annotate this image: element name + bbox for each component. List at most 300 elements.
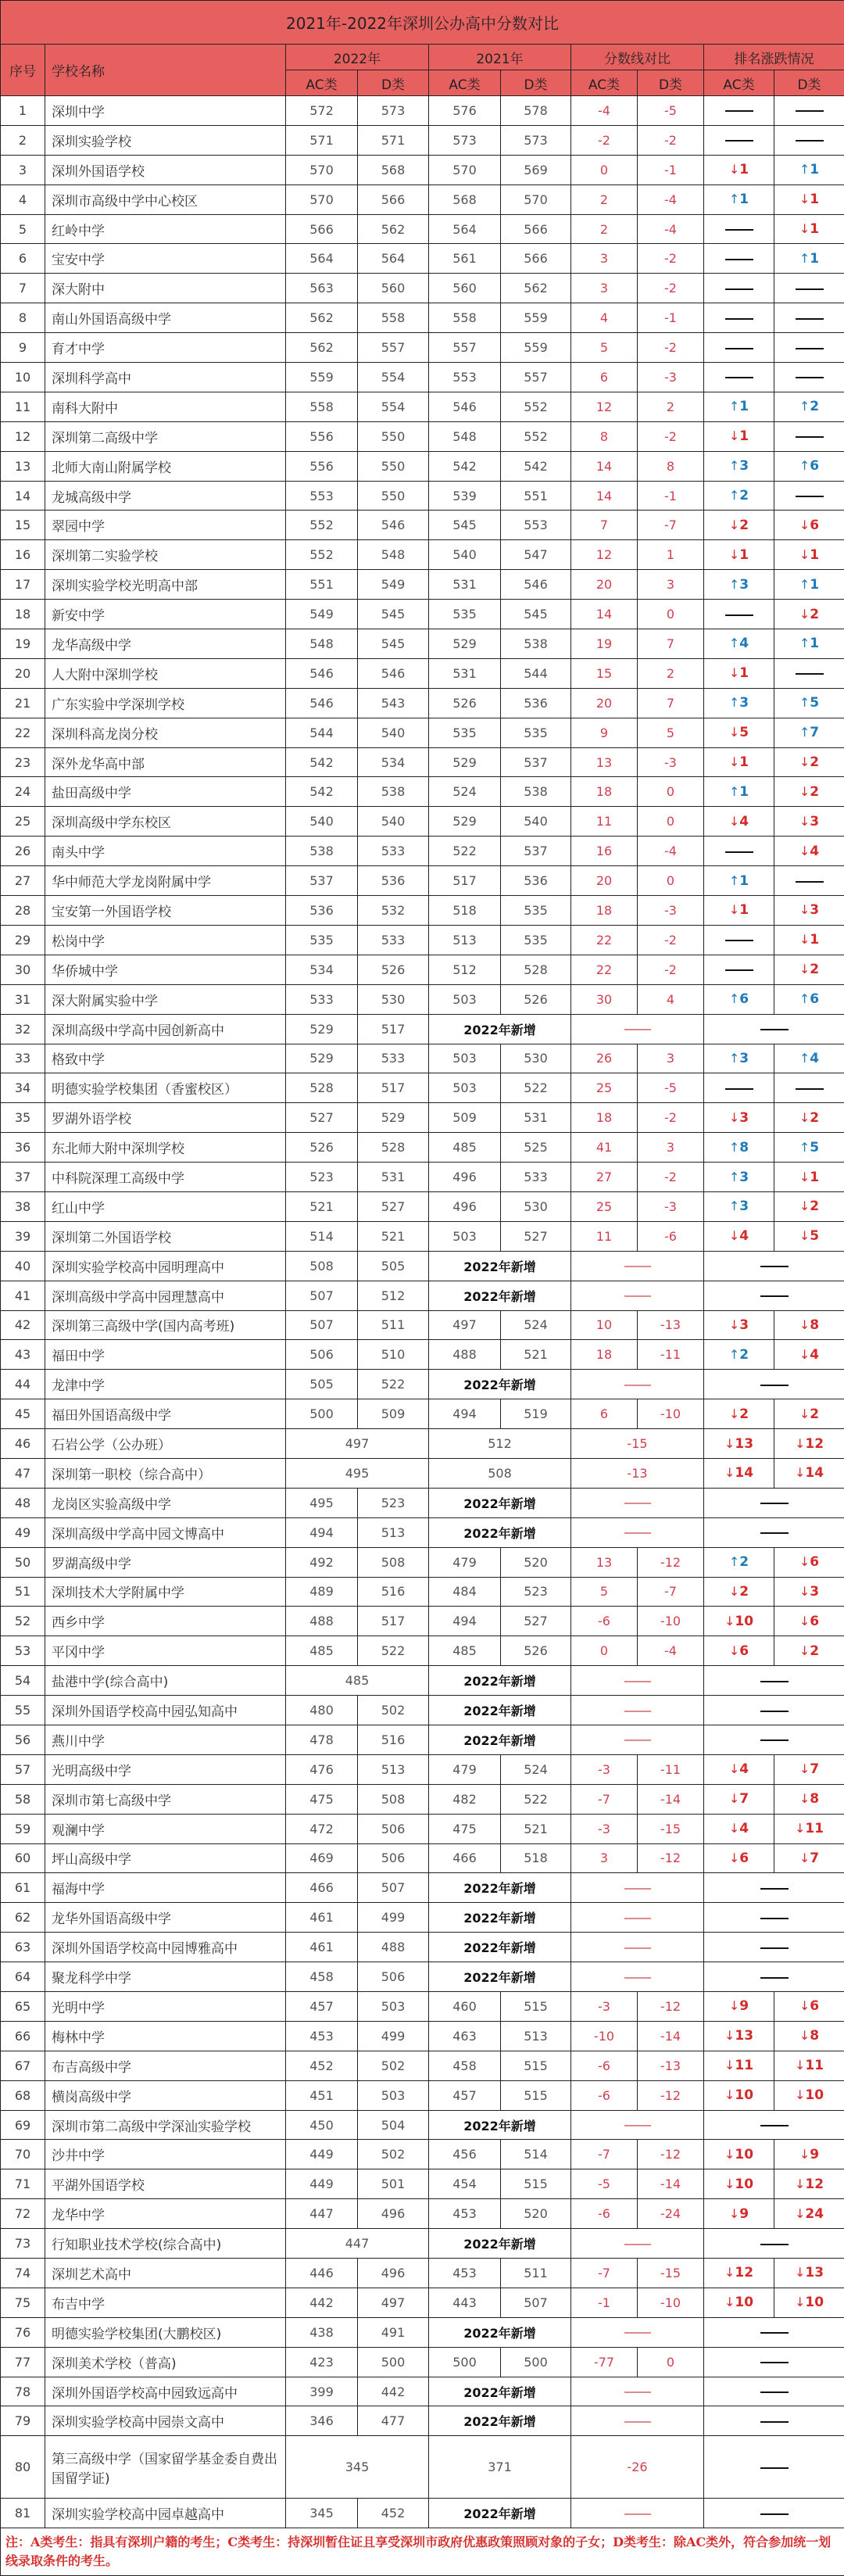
score-2021-ac: 479: [429, 1547, 501, 1577]
row-index: 61: [1, 1873, 45, 1903]
rank-change-value: 3: [739, 1110, 749, 1126]
rank-change-d: [774, 984, 844, 1014]
arrow-down-icon: ↓: [799, 518, 810, 532]
score-2022-d: 517: [358, 1073, 429, 1103]
arrow-down-icon: ↓: [729, 162, 739, 177]
score-2022-ac: 529: [286, 1044, 358, 1073]
arrow-down-icon: ↓: [729, 547, 739, 562]
row-index: 28: [1, 896, 45, 926]
diff-d: 0: [638, 866, 704, 896]
new-in-2022-label: 2022年新增: [429, 2377, 571, 2406]
diff-d: -7: [638, 511, 704, 540]
arrow-down-icon: ↓: [729, 1584, 739, 1599]
score-2022-ac: 507: [286, 1281, 358, 1310]
score-2021-d: 551: [501, 481, 571, 511]
rank-down-badge: [799, 1850, 819, 1866]
table-row: [1, 1873, 844, 1903]
row-index: 29: [1, 925, 45, 955]
rank-change-ac: [704, 1636, 774, 1666]
arrow-down-icon: ↓: [729, 1821, 739, 1836]
table-row: [1, 1696, 844, 1725]
score-2022-ac: 558: [286, 392, 358, 421]
score-2021-ac: 531: [429, 570, 501, 600]
table-row: [1, 2317, 844, 2347]
dash-icon: [760, 2332, 789, 2334]
row-index: 75: [1, 2288, 45, 2317]
dash-icon: [725, 940, 753, 941]
row-index: 18: [1, 600, 45, 629]
rank-up-badge: [729, 192, 749, 207]
rank-down-badge: [729, 1821, 749, 1836]
score-2022-d: 550: [358, 451, 429, 481]
score-2022-ac: 534: [286, 955, 358, 984]
diff-ac: 11: [571, 1221, 638, 1251]
row-index: 10: [1, 363, 45, 392]
diff-d: -1: [638, 481, 704, 511]
score-2022-d: 534: [358, 747, 429, 777]
score-2022-ac: 526: [286, 1133, 358, 1163]
score-2022-d: 573: [358, 96, 429, 126]
rank-change: [704, 1517, 844, 1547]
rank-change: [704, 1488, 844, 1517]
arrow-up-icon: ↑: [729, 1554, 739, 1569]
score-2022-d: 571: [358, 125, 429, 155]
score-2021-d: 544: [501, 658, 571, 688]
rank-change-d: [774, 2021, 844, 2051]
score-2022-d: 508: [358, 1784, 429, 1814]
rank-down-badge: [724, 1436, 753, 1452]
diff: -15: [571, 1429, 704, 1459]
dash-icon: [725, 348, 753, 349]
score-2022-ac: 480: [286, 1696, 358, 1725]
rank-change-d: [774, 629, 844, 659]
school-name: 翠园中学: [45, 511, 286, 540]
score-2022-ac: 533: [286, 984, 358, 1014]
rank-change-d: [774, 1310, 844, 1340]
rank-change-value: 4: [810, 1051, 819, 1066]
rank-down-badge: [799, 754, 819, 770]
rank-down-badge: [724, 2087, 753, 2103]
arrow-down-icon: ↓: [795, 1821, 805, 1836]
rank-up-badge: [729, 873, 749, 889]
score-2021-d: 569: [501, 155, 571, 185]
score-2022-d: 533: [358, 1044, 429, 1073]
diff-d: -4: [638, 214, 704, 244]
dash-icon: [796, 496, 824, 497]
rank-change-value: 4: [810, 1347, 819, 1363]
score-2021-d: 522: [501, 1784, 571, 1814]
school-name: 光明高级中学: [45, 1754, 286, 1784]
table-row: [1, 2347, 844, 2377]
rank-change: [704, 1962, 844, 1992]
dash-icon: [760, 1977, 789, 1979]
score-2021-ac: 529: [429, 807, 501, 837]
rank-change-ac: [704, 807, 774, 837]
rank-change-ac: [704, 2051, 774, 2080]
score-2022-d: 529: [358, 1103, 429, 1133]
diff-ac: 10: [571, 1310, 638, 1340]
arrow-down-icon: ↓: [799, 1998, 810, 2013]
rank-down-badge: [729, 665, 749, 681]
score-2022-d: 517: [358, 1014, 429, 1044]
row-index: 63: [1, 1933, 45, 1962]
school-name: 深圳科高龙岗分校: [45, 718, 286, 747]
rank-change-value: 3: [739, 458, 749, 474]
dash-icon: [725, 377, 753, 378]
row-index: 25: [1, 807, 45, 837]
dash-icon: [624, 1739, 651, 1741]
score-2022-d: 513: [358, 1517, 429, 1547]
school-name: 深圳第二实验学校: [45, 540, 286, 570]
arrow-up-icon: ↑: [799, 636, 810, 650]
diff-ac: -3: [571, 1814, 638, 1843]
row-index: 7: [1, 274, 45, 303]
diff-ac: 20: [571, 570, 638, 600]
diff-d: -7: [638, 1577, 704, 1607]
score-2021-ac: 479: [429, 1754, 501, 1784]
table-row: [1, 2288, 844, 2317]
rank-change-ac: [704, 185, 774, 214]
school-name: 盐港中学(综合高中): [45, 1666, 286, 1696]
score-2022-ac: 508: [286, 1251, 358, 1281]
rank-change: [704, 2110, 844, 2140]
arrow-down-icon: ↓: [799, 1643, 810, 1658]
rank-down-badge: [799, 547, 819, 563]
rank-change-ac: [704, 2080, 774, 2110]
school-name: 坪山高级中学: [45, 1843, 286, 1873]
row-index: 77: [1, 2347, 45, 2377]
rank-down-badge: [729, 725, 749, 740]
rank-change: [704, 2377, 844, 2406]
row-index: 21: [1, 688, 45, 718]
rank-change-ac: [704, 1044, 774, 1073]
score-2021-ac: 576: [429, 96, 501, 126]
rank-change-value: 7: [810, 1761, 819, 1777]
dash-icon: [624, 2421, 651, 2423]
rank-change-value: 10: [735, 1614, 753, 1629]
arrow-down-icon: ↓: [799, 844, 810, 858]
table-row: [1, 2140, 844, 2169]
score-2022-ac: 514: [286, 1221, 358, 1251]
rank-down-badge: [799, 1110, 819, 1126]
arrow-down-icon: ↓: [729, 1998, 739, 2013]
row-index: 16: [1, 540, 45, 570]
rank-up-badge: [729, 1170, 749, 1185]
score-2021-ac: 457: [429, 2080, 501, 2110]
row-index: 50: [1, 1547, 45, 1577]
rank-change-d: [774, 896, 844, 926]
score-2021-ac: 482: [429, 1784, 501, 1814]
row-index: 36: [1, 1133, 45, 1163]
score-2022-ac: 446: [286, 2259, 358, 2288]
score-2022-ac: 450: [286, 2110, 358, 2140]
score-2022-ac: 475: [286, 1784, 358, 1814]
school-name: 华中师范大学龙岗附属中学: [45, 866, 286, 896]
rank-change-ac: [704, 1754, 774, 1784]
table-row: [1, 984, 844, 1014]
diff: [571, 2110, 704, 2140]
arrow-up-icon: ↑: [729, 399, 739, 414]
score-2022: 495: [286, 1458, 429, 1488]
diff-ac: -6: [571, 2199, 638, 2229]
diff: -26: [571, 2436, 704, 2499]
row-index: 13: [1, 451, 45, 481]
score-2021-ac: 570: [429, 155, 501, 185]
row-index: 60: [1, 1843, 45, 1873]
arrow-down-icon: ↓: [799, 754, 810, 769]
arrow-down-icon: ↓: [729, 1791, 739, 1806]
rank-change-d: [774, 2199, 844, 2229]
row-index: 30: [1, 955, 45, 984]
arrow-up-icon: ↑: [799, 1140, 810, 1155]
arrow-down-icon: ↓: [799, 1406, 810, 1421]
diff-ac: -6: [571, 2051, 638, 2080]
diff: [571, 1696, 704, 1725]
table-row: [1, 1310, 844, 1340]
diff-d: -4: [638, 1636, 704, 1666]
table-row: [1, 1754, 844, 1784]
school-name: 人大附中深圳学校: [45, 658, 286, 688]
table-row: [1, 1163, 844, 1192]
rank-change-value: 2: [810, 1110, 819, 1126]
rank-down-badge: [799, 1614, 819, 1629]
arrow-down-icon: ↓: [729, 1850, 739, 1865]
rank-change-value: 9: [739, 1998, 749, 2014]
rank-change-value: 2: [810, 962, 819, 977]
arrow-down-icon: ↓: [799, 2028, 810, 2043]
rank-down-badge: [799, 2028, 819, 2044]
rank-down-badge: [799, 1198, 819, 1214]
score-2021-d: 519: [501, 1399, 571, 1429]
rank-change-value: 4: [739, 636, 749, 651]
rank-change-value: 14: [805, 1465, 824, 1481]
table-row: [1, 333, 844, 363]
diff-d: 3: [638, 1044, 704, 1073]
score-2022-ac: 535: [286, 925, 358, 955]
rank-down-badge: [724, 2147, 753, 2162]
score-2021-ac: 522: [429, 837, 501, 866]
diff-d: -2: [638, 125, 704, 155]
rank-change-d: [774, 1636, 844, 1666]
header-2022-ac: AC类: [286, 70, 358, 96]
rank-down-badge: [729, 1228, 749, 1244]
diff-ac: 16: [571, 837, 638, 866]
header-rank-d: D类: [774, 70, 844, 96]
diff-d: -12: [638, 1843, 704, 1873]
diff-d: 4: [638, 984, 704, 1014]
score-2022-d: 528: [358, 1133, 429, 1163]
arrow-down-icon: ↓: [799, 221, 810, 236]
score-2022-ac: 546: [286, 688, 358, 718]
table-row: [1, 2499, 844, 2528]
rank-change-d: [774, 1221, 844, 1251]
score-2022-ac: 528: [286, 1073, 358, 1103]
dash-icon: [624, 1918, 651, 1919]
score-2021-ac: 484: [429, 1577, 501, 1607]
rank-change-d: [774, 1814, 844, 1843]
dash-icon: [796, 140, 824, 142]
score-2021-ac: 454: [429, 2169, 501, 2199]
diff-ac: -3: [571, 1992, 638, 2022]
rank-change-d: [774, 214, 844, 244]
dash-icon: [760, 1503, 789, 1504]
rank-change-value: 3: [739, 1051, 749, 1066]
arrow-up-icon: ↑: [729, 873, 739, 888]
rank-change-value: 12: [805, 1436, 824, 1452]
rank-change-value: 2: [739, 1554, 749, 1570]
arrow-down-icon: ↓: [724, 1614, 735, 1628]
school-name: 深圳技术大学附属中学: [45, 1577, 286, 1607]
rank-down-badge: [729, 814, 749, 829]
table-row: [1, 511, 844, 540]
school-name: 罗湖高级中学: [45, 1547, 286, 1577]
score-2021-d: 566: [501, 214, 571, 244]
rank-down-badge: [799, 932, 819, 948]
score-2022-ac: 485: [286, 1636, 358, 1666]
school-name: 明德实验学校集团(大鹏校区): [45, 2317, 286, 2347]
arrow-down-icon: ↓: [795, 2087, 805, 2102]
score-2022-d: 562: [358, 214, 429, 244]
rank-change-value: 3: [739, 695, 749, 711]
arrow-down-icon: ↓: [724, 2058, 735, 2073]
score-2022-ac: 506: [286, 1340, 358, 1370]
arrow-down-icon: ↓: [729, 1761, 739, 1776]
score-2021-d: 527: [501, 1607, 571, 1636]
rank-change-d: [774, 1843, 844, 1873]
rank-up-badge: [729, 1140, 749, 1155]
school-name: 布吉高级中学: [45, 2051, 286, 2080]
rank-change-ac: [704, 1191, 774, 1221]
rank-change: [704, 2229, 844, 2259]
arrow-down-icon: ↓: [729, 1317, 739, 1332]
table-row: [1, 896, 844, 926]
diff-ac: 4: [571, 303, 638, 333]
row-index: 66: [1, 2021, 45, 2051]
rank-change-d: [774, 837, 844, 866]
diff-ac: 6: [571, 363, 638, 392]
rank-down-badge: [795, 2177, 824, 2192]
rank-change-ac: [704, 540, 774, 570]
table-row: [1, 1370, 844, 1399]
rank-change-d: [774, 1191, 844, 1221]
school-name: 宝安中学: [45, 244, 286, 274]
diff: [571, 1933, 704, 1962]
table-row: [1, 2406, 844, 2436]
dash-icon: [624, 2391, 651, 2393]
score-2022-d: 554: [358, 363, 429, 392]
table-row: [1, 2110, 844, 2140]
rank-down-badge: [799, 844, 819, 859]
score-2021-d: 523: [501, 1577, 571, 1607]
rank-change-ac: [704, 984, 774, 1014]
diff-d: 0: [638, 600, 704, 629]
diff-ac: 11: [571, 807, 638, 837]
footnote: 注：A类考生：指具有深圳户籍的考生；C类考生：持深圳暂住证且享受深圳市政府优惠政策照顾对象的子女；D类考生：除AC类外，符合参加统一划线录取条件的考生。: [1, 2528, 844, 2576]
school-name: 深圳第二外国语学校: [45, 1221, 286, 1251]
rank-change-value: 1: [810, 577, 819, 593]
rank-down-badge: [729, 162, 749, 177]
row-index: 32: [1, 1014, 45, 1044]
score-2022-d: 442: [358, 2377, 429, 2406]
table-row: [1, 1133, 844, 1163]
school-name: 广东实验中学深圳学校: [45, 688, 286, 718]
score-2022-ac: 458: [286, 1962, 358, 1992]
rank-change-d: [774, 125, 844, 155]
school-name: 光明中学: [45, 1992, 286, 2022]
rank-change-d: [774, 1399, 844, 1429]
diff-ac: 5: [571, 333, 638, 363]
new-in-2022-label: 2022年新增: [429, 2499, 571, 2528]
rank-down-badge: [729, 1761, 749, 1777]
dash-icon: [796, 436, 824, 438]
score-2022-ac: 495: [286, 1488, 358, 1517]
arrow-down-icon: ↓: [799, 1850, 810, 1865]
score-2022-d: 527: [358, 1191, 429, 1221]
score-2022-ac: 549: [286, 600, 358, 629]
row-index: 23: [1, 747, 45, 777]
diff-d: -12: [638, 2080, 704, 2110]
diff-d: -10: [638, 2288, 704, 2317]
score-2022-d: 517: [358, 1607, 429, 1636]
rank-up-badge: [799, 1140, 819, 1155]
score-2022-ac: 494: [286, 1517, 358, 1547]
rank-change-ac: [704, 1577, 774, 1607]
dash-icon: [760, 2513, 789, 2515]
dash-icon: [760, 2125, 789, 2126]
diff-ac: 18: [571, 1340, 638, 1370]
score-2021-d: 524: [501, 1754, 571, 1784]
rank-change-value: 5: [810, 1228, 819, 1244]
arrow-down-icon: ↓: [795, 2295, 805, 2309]
school-name: 龙岗区实验高级中学: [45, 1488, 286, 1517]
diff: -13: [571, 1458, 704, 1488]
header-2022: 2022年: [286, 45, 429, 70]
score-2021-d: 518: [501, 1843, 571, 1873]
diff: [571, 1517, 704, 1547]
dash-icon: [796, 348, 824, 349]
rank-change-value: 13: [805, 2265, 824, 2280]
score-2021-ac: 558: [429, 303, 501, 333]
rank-down-badge: [729, 1791, 749, 1807]
diff-ac: 3: [571, 244, 638, 274]
score-2021-ac: 503: [429, 1073, 501, 1103]
row-index: 12: [1, 421, 45, 451]
score-2021: 371: [429, 2436, 571, 2499]
score-2021-ac: 466: [429, 1843, 501, 1873]
rank-change-ac: [704, 629, 774, 659]
rank-change-ac: [704, 155, 774, 185]
score-2021-d: 513: [501, 2021, 571, 2051]
score-2022-ac: 523: [286, 1163, 358, 1192]
score-2022-d: 531: [358, 1163, 429, 1192]
arrow-down-icon: ↓: [799, 2147, 810, 2162]
score-2022-d: 538: [358, 777, 429, 807]
diff-d: 0: [638, 2347, 704, 2377]
arrow-down-icon: ↓: [729, 1643, 739, 1658]
diff-ac: 22: [571, 925, 638, 955]
table-row: [1, 1992, 844, 2022]
table-row: [1, 1903, 844, 1933]
diff-ac: -7: [571, 2140, 638, 2169]
school-name: 深圳实验学校高中园崇文高中: [45, 2406, 286, 2436]
rank-change-d: [774, 2140, 844, 2169]
arrow-down-icon: ↓: [724, 2087, 735, 2102]
rank-change-ac: [704, 1607, 774, 1636]
rank-change-value: 1: [739, 902, 749, 918]
score-2022-ac: 457: [286, 1992, 358, 2022]
school-name: 北师大南山附属学校: [45, 451, 286, 481]
rank-change-ac: [704, 274, 774, 303]
